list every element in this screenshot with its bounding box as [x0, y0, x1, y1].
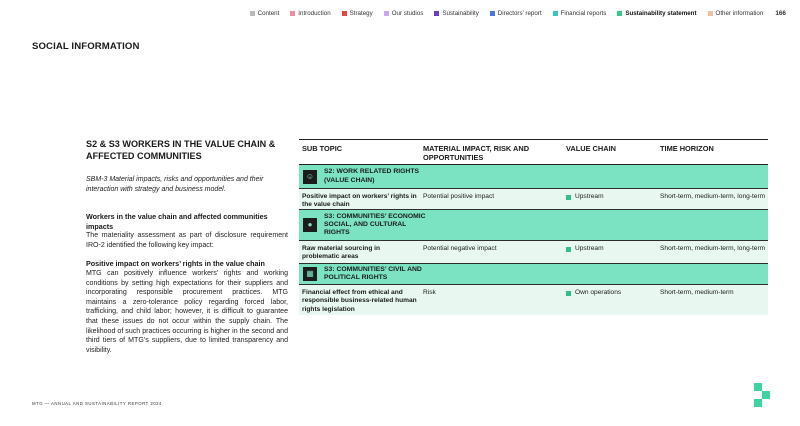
group-label: S2: WORK RELATED RIGHTS (VALUE CHAIN) — [324, 168, 420, 184]
header-sub-topic: SUB TOPIC — [302, 144, 343, 153]
header-impact: MATERIAL IMPACT, RISK AND OPPORTUNITIES — [423, 144, 530, 162]
square-icon — [384, 11, 389, 16]
cell-sub-topic: Financial effect from ethical and responsible business-related human rights legislation — [302, 289, 417, 313]
section-heading: S2 & S3 WORKERS IN THE VALUE CHAIN & AFFECTED COMMUNITIES — [86, 139, 276, 161]
top-navigation — [250, 10, 786, 17]
marker-icon — [566, 291, 571, 296]
nav-label: Introduction — [298, 10, 331, 17]
nav-sustainability[interactable] — [434, 10, 478, 17]
nav-introduction[interactable] — [290, 10, 330, 17]
community-icon: ● — [303, 218, 317, 232]
nav-strategy[interactable] — [342, 10, 373, 17]
group-label: S3: COMMUNITIES’ CIVIL AND POLITICAL RIGHTS — [324, 265, 422, 281]
group-label: S3: COMMUNITIES’ ECONOMIC SOCIAL, AND CULTURAL RIGHTS — [324, 212, 426, 237]
group-grid-icon: ▦ — [303, 267, 317, 281]
cell-sub-topic: Positive impact on workers’ rights in the value chain — [302, 193, 417, 209]
section-text — [86, 139, 288, 355]
cell-value-chain — [566, 289, 660, 315]
header-value-chain: VALUE CHAIN — [566, 144, 616, 153]
nav-label: Financial reports — [560, 10, 607, 17]
nav-other-information[interactable] — [708, 10, 764, 17]
nav-content[interactable] — [250, 10, 280, 17]
marker-icon — [566, 247, 571, 252]
nav-label: Content — [257, 10, 280, 17]
impact-table — [299, 139, 768, 315]
table-group-header — [299, 210, 768, 241]
cell-impact: Risk — [423, 289, 436, 296]
table-row — [299, 241, 768, 264]
value-chain-label: Upstream — [575, 193, 604, 200]
people-icon: ☺ — [303, 170, 317, 184]
table-group-header — [299, 264, 768, 285]
square-icon — [617, 11, 622, 16]
nav-label: Directors’ report — [497, 10, 542, 17]
page-number: 166 — [775, 10, 786, 17]
header-time-horizon: TIME HORIZON — [660, 144, 714, 153]
table-header — [299, 140, 768, 165]
square-icon — [342, 11, 347, 16]
square-icon — [434, 11, 439, 16]
subsection-body: The materiality assessment as part of disclosure requirement IRO-2 identified the following key impact: — [86, 232, 288, 249]
value-chain-label: Upstream — [575, 245, 604, 252]
cell-value-chain — [566, 245, 660, 263]
nav-financial-reports[interactable] — [553, 10, 607, 17]
nav-label: Sustainability — [442, 10, 479, 17]
cell-impact: Potential positive impact — [423, 193, 495, 200]
table-row — [299, 189, 768, 210]
cell-time-horizon: Short-term, medium-term, long-term — [660, 193, 766, 200]
marker-icon — [566, 195, 571, 200]
nav-sustainability-statement[interactable] — [617, 10, 696, 17]
nav-label: Strategy — [349, 10, 373, 17]
value-chain-label: Own operations — [575, 289, 622, 296]
nav-directors-report[interactable] — [490, 10, 542, 17]
square-icon — [250, 11, 255, 16]
table-row — [299, 285, 768, 315]
cell-time-horizon: Short-term, medium-term — [660, 289, 734, 296]
footer-text: MTG — ANNUAL AND SUSTAINABILITY REPORT 2024 — [32, 401, 162, 406]
section-intro: SBM-3 Material impacts, risks and opportunities and their interaction with strategy and business model. — [86, 176, 264, 193]
cell-impact: Potential negative impact — [423, 245, 497, 252]
cell-value-chain — [566, 193, 660, 209]
subsection-title: Positive impact on workers’ rights in the value chain — [86, 259, 265, 269]
page-title: SOCIAL INFORMATION — [32, 41, 140, 52]
subsection-body: MTG can positively influence workers’ rights and working conditions by setting high expectations for their suppliers and incorporating responsible procurement practices. MTG maintains a zero-tolerance policy regarding forced labor, trafficking, and child labor; however, it is difficult to guarantee that these issues do not occur within the supply chain. The likelihood of such practices occurring is higher in the second and third tiers of MTG’s suppliers, due to limited transparency and visibility. — [86, 269, 288, 354]
subsection-title: Workers in the value chain and affected communities impacts — [86, 212, 268, 231]
square-icon — [553, 11, 558, 16]
square-icon — [708, 11, 713, 16]
nav-label: Other information — [715, 10, 764, 17]
nav-our-studios[interactable] — [384, 10, 424, 17]
square-icon — [490, 11, 495, 16]
nav-label: Sustainability statement — [625, 10, 697, 17]
nav-label: Our studios — [391, 10, 424, 17]
cell-sub-topic: Raw material sourcing in problematic areas — [302, 245, 381, 261]
square-icon — [290, 11, 295, 16]
table-group-header — [299, 165, 768, 189]
cell-time-horizon: Short-term, medium-term, long-term — [660, 245, 766, 252]
decorative-squares-icon — [754, 383, 774, 409]
